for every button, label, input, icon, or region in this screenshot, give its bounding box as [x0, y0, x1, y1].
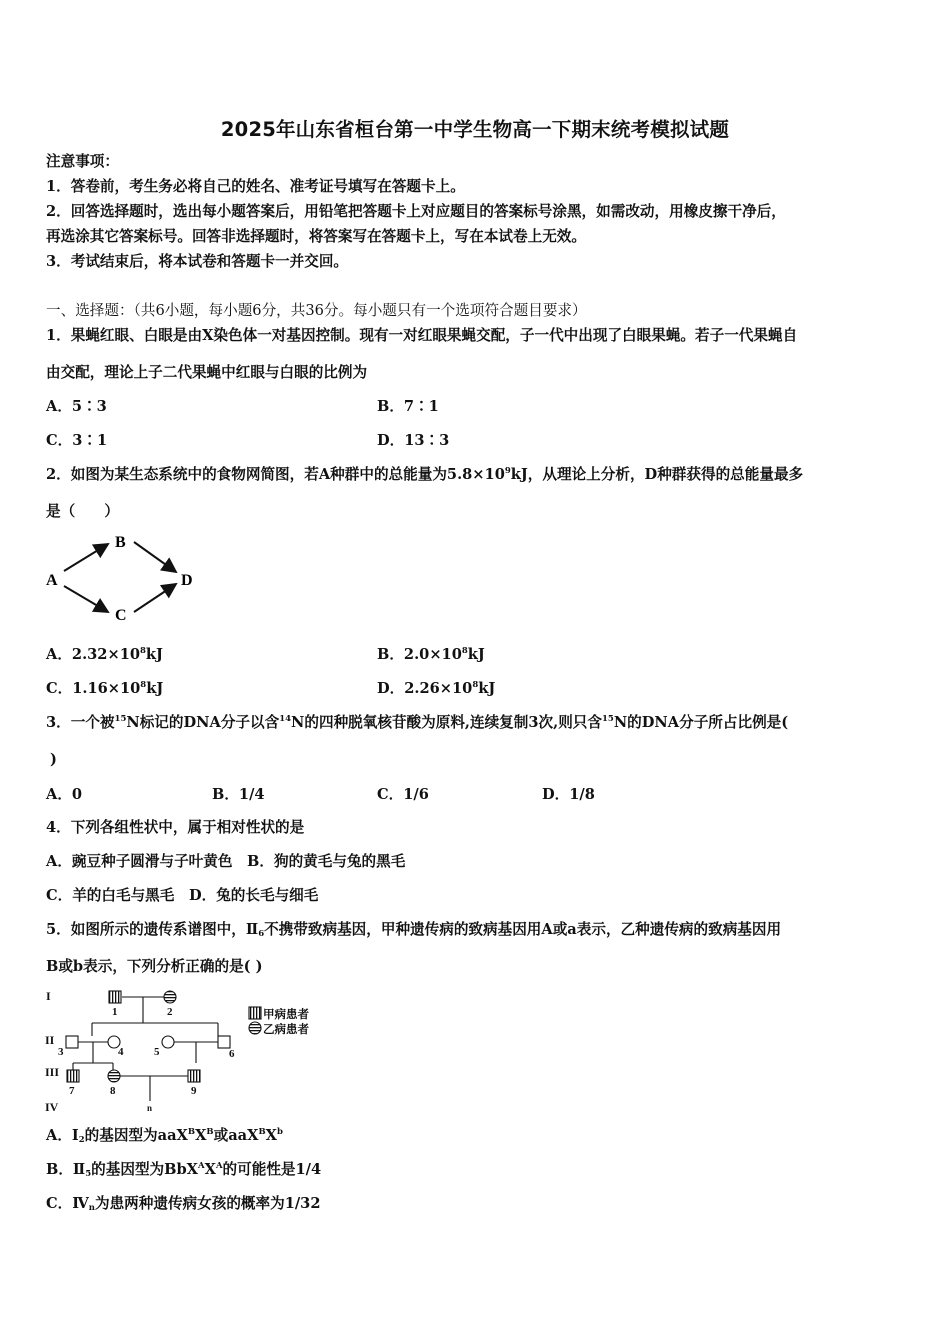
pedigree-male-normal	[66, 1036, 78, 1048]
node-a: A	[46, 572, 58, 589]
pedigree-number: 7	[69, 1085, 75, 1097]
arrow-a-b	[64, 544, 108, 571]
generation-label-iii: III	[45, 1065, 60, 1079]
question-5-stem: 5．如图所示的遗传系谱图中，$Ⅱ_6$不携带致病基因，甲种遗传病的致病基因用A或a表示，乙种遗传病的致病基因用	[46, 921, 782, 939]
question-5-stem-cont: B或b表示，下列分析正确的是( )	[46, 958, 263, 975]
q2-option-c: C．$1.16\times 10^8kJ$	[46, 680, 164, 697]
generation-label-iv: IV	[45, 1100, 59, 1114]
arrow-b-d	[134, 542, 176, 572]
question-3-stem-cont: )	[50, 751, 57, 768]
q2-option-a: A．$2.32\times 10^8kJ$	[46, 646, 163, 663]
food-web-diagram	[40, 530, 210, 626]
notice-item: 3．考试结束后，将本试卷和答题卡一并交回。	[46, 253, 349, 270]
q4-options-row-2: C．羊的白毛与黑毛 D．兔的长毛与细毛	[46, 887, 319, 904]
q3-option-b: B．1/4	[212, 786, 265, 803]
pedigree-number: 9	[191, 1085, 197, 1097]
arrow-a-c	[64, 586, 108, 612]
section-heading: 一、选择题：（共6小题，每小题6分，共36分。每小题只有一个选项符合题目要求）	[46, 302, 587, 319]
pedigree-number: 5	[154, 1046, 160, 1058]
question-3-stem: 3．一个被$^{15}$N标记的DNA分子以含$^{14}$N的四种脱氧核苷酸为原料,连续复制3次,则只含$^{15}$N的DNA分子所占比例是(	[46, 714, 789, 731]
pedigree-female-affected-b	[164, 991, 176, 1003]
node-d: D	[181, 572, 193, 589]
question-1-stem-cont: 由交配，理论上子二代果蝇中红眼与白眼的比例为	[46, 364, 368, 381]
pedigree-female-normal	[162, 1036, 174, 1048]
q2-option-b: B．$2.0\times 10^8kJ$	[377, 646, 485, 663]
legend-icon-a	[249, 1007, 261, 1019]
q2-option-d: D．$2.26\times 10^8kJ$	[377, 680, 496, 697]
pedigree-male-normal	[218, 1036, 230, 1048]
pedigree-male-affected-a	[67, 1070, 79, 1082]
legend-label-b: 乙病患者	[263, 1024, 309, 1036]
notice-item: 再选涂其它答案标号。回答非选择题时，将答案写在答题卡上，写在本试卷上无效。	[46, 228, 586, 245]
notice-heading: 注意事项：	[46, 153, 119, 170]
pedigree-male-affected-a	[109, 991, 121, 1003]
q1-option-a: A．5∶3	[46, 398, 107, 415]
q5-option-b: B．$Ⅱ_5$的基因型为$BbX^AX^A$的可能性是1/4	[46, 1161, 322, 1179]
q1-option-d: D．13∶3	[377, 432, 450, 449]
q1-option-b: B．7∶1	[377, 398, 439, 415]
q3-option-c: C．1/6	[377, 786, 429, 803]
legend-label-a: 甲病患者	[263, 1009, 309, 1021]
notice-item: 2．回答选择题时，选出每小题答案后，用铅笔把答题卡上对应题目的答案标号涂黑，如需改动，用橡皮擦干净后，	[46, 203, 786, 220]
question-1-stem: 1．果蝇红眼、白眼是由X染色体一对基因控制。现有一对红眼果蝇交配，子一代中出现了白眼果蝇。若子一代果蝇自	[46, 327, 798, 344]
pedigree-male-affected-a	[188, 1070, 200, 1082]
pedigree-number: 6	[229, 1048, 235, 1060]
node-c: C	[115, 607, 127, 624]
pedigree-number: n	[147, 1103, 153, 1113]
pedigree-number: 1	[112, 1006, 118, 1018]
pedigree-female-affected-b	[108, 1070, 120, 1082]
notice-item: 1．答卷前，考生务必将自己的姓名、准考证号填写在答题卡上。	[46, 178, 465, 195]
question-2-stem-cont: 是（ ）	[46, 503, 119, 520]
q3-option-a: A．0	[46, 786, 83, 803]
question-4-stem: 4．下列各组性状中，属于相对性状的是	[46, 819, 305, 836]
arrow-c-d	[134, 584, 176, 612]
page-title: 2025年山东省桓台第一中学生物高一下期末统考模拟试题	[220, 118, 730, 141]
pedigree-number: 2	[167, 1006, 173, 1018]
legend-icon-b	[249, 1022, 261, 1034]
q4-options-row-1: A．豌豆种子圆滑与子叶黄色 B．狗的黄毛与兔的黑毛	[46, 853, 406, 870]
pedigree-chart	[40, 985, 330, 1117]
question-2-stem: 2．如图为某生态系统中的食物网简图，若A种群中的总能量为$5.8\times 10^9kJ$，从理论上分析，D种群获得的总能量最多	[46, 466, 804, 483]
q3-option-d: D．1/8	[542, 786, 595, 803]
q5-option-a: A．$Ⅰ_2$的基因型为$aaX^BX^B$或$aaX^BX^b$	[46, 1127, 283, 1145]
q1-option-c: C．3∶1	[46, 432, 108, 449]
pedigree-number: 8	[110, 1085, 116, 1097]
generation-label-ii: II	[45, 1033, 55, 1047]
node-b: B	[115, 534, 126, 551]
pedigree-number: 4	[118, 1046, 124, 1058]
generation-label-i: I	[46, 989, 51, 1003]
q5-option-c: C．$Ⅳ_n$为患两种遗传病女孩的概率为1/32	[46, 1195, 321, 1213]
pedigree-number: 3	[58, 1046, 64, 1058]
